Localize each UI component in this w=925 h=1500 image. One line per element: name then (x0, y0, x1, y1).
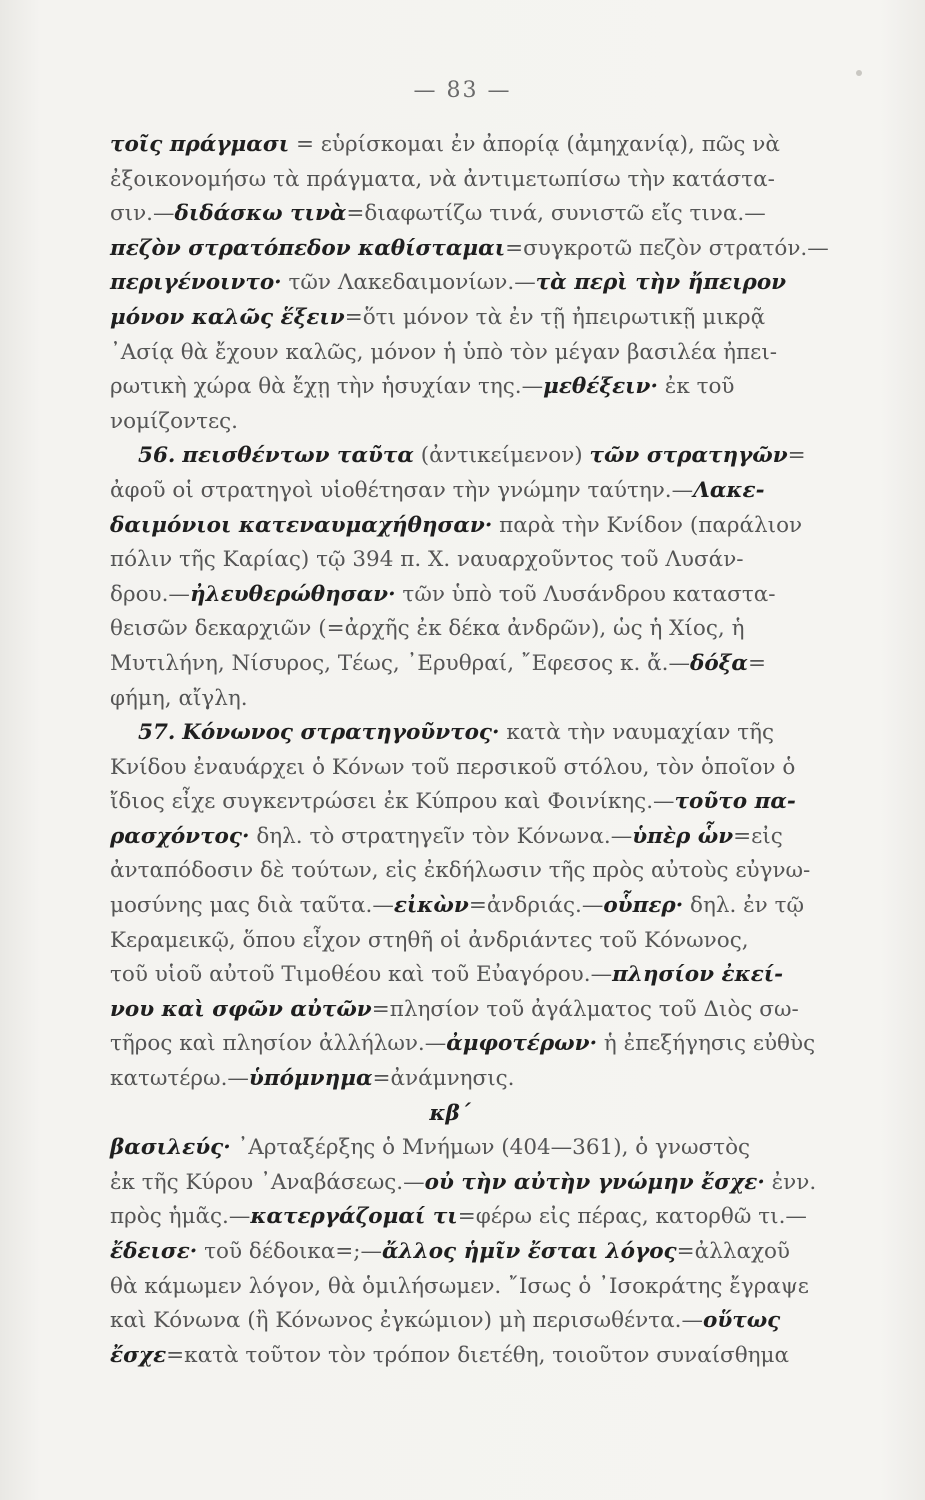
text-line: θὰ κάμωμεν λόγον, θὰ ὁμιλήσωμεν. ῎Ισως ὁ ᾿Ισοκράτης ἔγραψε (110, 1273, 809, 1299)
text-line: 57. Κόνωνος στρατηγοῦντος· κατὰ τὴν ναυμαχίαν τῆς (138, 720, 775, 746)
text-line: τοῦ υἱοῦ αὐτοῦ Τιμοθέου καὶ τοῦ Εὐαγόρου.—πλησίον ἐκεί- (110, 962, 784, 988)
text-line: ἔσχε=κατὰ τοῦτον τὸν τρόπον διετέθη, τοιοῦτον συναίσθημα (110, 1342, 790, 1368)
text-line: ἔδεισε· τοῦ δέδοικα=;—ἄλλος ἡμῖν ἔσται λόγος=ἀλλαχοῦ (110, 1239, 791, 1264)
text-line: δρου.—ἠλευθερώθησαν· τῶν ὑπὸ τοῦ Λυσάνδρου καταστα- (110, 581, 776, 607)
text-line: τοῖς πράγμασι = εὑρίσκομαι ἐν ἀπορίᾳ (ἀμηχανίᾳ), πῶς νὰ (110, 132, 780, 157)
text-line: ἀφοῦ οἱ στρατηγοὶ υἱοθέτησαν τὴν γνώμην ταύτην.—Λακε- (110, 477, 765, 503)
text-line: κβ΄ (429, 1100, 471, 1126)
text-line: βασιλεύς· ᾿Αρταξέρξης ὁ Μνήμων (404—361), ὁ γνωστὸς (110, 1135, 751, 1161)
text-line: ἀνταπόδοσιν δὲ τούτων, εἰς ἐκδήλωσιν τῆς πρὸς αὐτοὺς εὐγνω- (110, 858, 811, 884)
text-line: φήμη, αἴγλη. (110, 685, 248, 711)
text-line: μόνον καλῶς ἕξειν=ὅτι μόνον τὰ ἐν τῇ ἠπειρωτικῇ μικρᾷ (110, 304, 766, 330)
body-text (110, 128, 829, 1373)
text-line: κατωτέρω.—ὑπόμνημα=ἀνάμνησις. (110, 1066, 515, 1092)
text-line: ᾿Ασίᾳ θὰ ἔχουν καλῶς, μόνον ἡ ὑπὸ τὸν μέγαν βασιλέα ἠπει- (110, 339, 778, 365)
text-line: ρασχόντος· δηλ. τὸ στρατηγεῖν τὸν Κόνωνα.—ὑπὲρ ὧν=εἰς (110, 823, 783, 849)
text-line: Κεραμεικῷ, ὅπου εἶχον στηθῆ οἱ ἀνδριάντες τοῦ Κόνωνος, (110, 927, 749, 953)
text-line: δαιμόνιοι κατεναυμαχήθησαν· παρὰ τὴν Κνίδον (παράλιον (110, 512, 803, 538)
text-line: ἴδιος εἶχε συγκεντρώσει ἐκ Κύπρου καὶ Φοινίκης.—τοῦτο πα- (110, 789, 796, 815)
ink-spot (856, 70, 862, 76)
text-line: μοσύνης μας διὰ ταῦτα.—εἰκὼν=ἀνδριάς.—οὗπερ· δηλ. ἐν τῷ (110, 893, 805, 919)
text-line: τῆρος καὶ πλησίον ἀλλήλων.—ἀμφοτέρων· ἡ ἐπεξήγησις εὐθὺς (110, 1031, 816, 1057)
text-line: πόλιν τῆς Καρίας) τῷ 394 π. Χ. ναυαρχοῦντος τοῦ Λυσάν- (110, 547, 744, 573)
text-line: περιγένοιντο· τῶν Λακεδαιμονίων.—τὰ περὶ τὴν ἤπειρον (110, 270, 787, 296)
text-line: σιν.—διδάσκω τινὰ=διαφωτίζω τινά, συνιστῶ εἴς τινα.— (110, 201, 766, 227)
page-number: — 83 — (413, 78, 512, 103)
text-line: νομίζοντες. (110, 408, 238, 434)
text-line: 56. πεισθέντων ταῦτα (ἀντικείμενον) τῶν στρατηγῶν= (138, 443, 806, 469)
text-line: θεισῶν δεκαρχιῶν (=ἀρχῆς ἐκ δέκα ἀνδρῶν), ὡς ἡ Χίος, ἡ (110, 616, 745, 642)
text-line: ἐκ τῆς Κύρου ᾿Αναβάσεως.—οὐ τὴν αὐτὴν γνώμην ἔσχε· ἐνν. (110, 1169, 817, 1195)
text-line: Κνίδου ἐναυάρχει ὁ Κόνων τοῦ περσικοῦ στόλου, τὸν ὁποῖον ὁ (110, 754, 796, 780)
text-line: πρὸς ἡμᾶς.—κατεργάζομαί τι=φέρω εἰς πέρας, κατορθῶ τι.— (110, 1204, 807, 1230)
text-line: νου καὶ σφῶν αὐτῶν=πλησίον τοῦ ἀγάλματος τοῦ Διὸς σω- (110, 996, 799, 1022)
text-line: ρωτικὴ χώρα θὰ ἔχῃ τὴν ἡσυχίαν της.—μεθέξειν· ἐκ τοῦ (110, 374, 735, 400)
text-line: Μυτιλήνη, Νίσυρος, Τέως, ᾿Ερυθραί, ῎Εφεσος κ. ἄ.—δόξα= (110, 650, 766, 676)
text-line: ἐξοικονομήσω τὰ πράγματα, νὰ ἀντιμετωπίσω τὴν κατάστα- (110, 166, 775, 192)
text-line: πεζὸν στρατόπεδον καθίσταμαι=συγκροτῶ πεζὸν στρατόν.— (110, 235, 829, 261)
text-line: καὶ Κόνωνα (ἢ Κόνωνος ἐγκώμιον) μὴ περισωθέντα.—οὕτως (110, 1308, 781, 1334)
